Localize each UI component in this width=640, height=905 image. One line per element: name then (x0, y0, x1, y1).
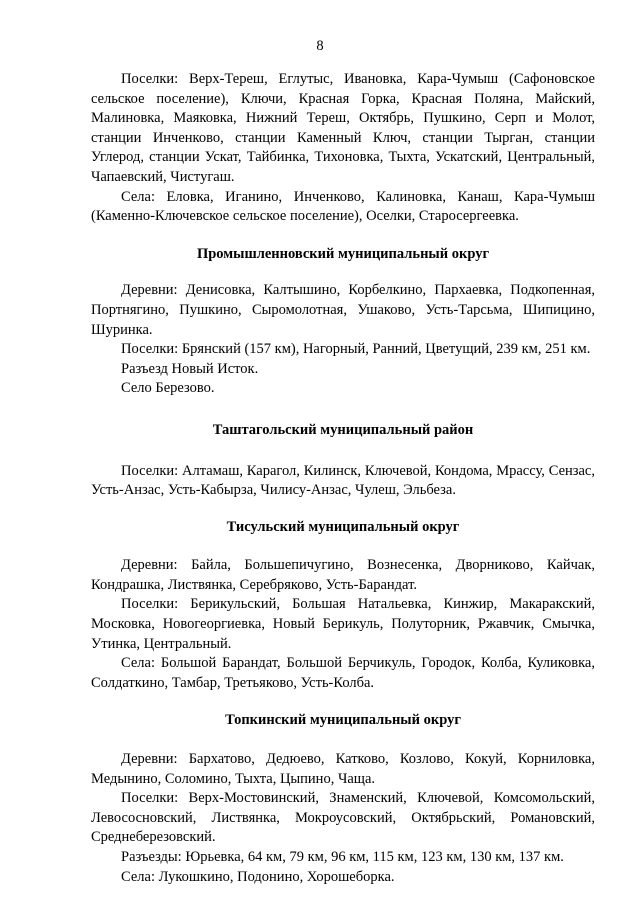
section-tashtagolsky (91, 421, 595, 501)
section-paragraph: Деревни: Денисовка, Калтышино, Корбелкино, Пархаевка, Подкопенная, Портнягино, Пушкино, Сыромолотная, Ушаково, Усть-Тарсьма, Шипицино, Шуринка. (91, 282, 595, 338)
section-title: Тисульский муниципальный округ (226, 518, 460, 535)
section-tisulsky (91, 518, 595, 694)
intro-paragraph: Села: Еловка, Иганино, Инченково, Калиновка, Канаш, Кара-Чумыш (Каменно-Ключевское сельское поселение), Оселки, Старосергеевка. (91, 188, 595, 225)
section-paragraph: Разъезды: Юрьевка, 64 км, 79 км, 96 км, 115 км, 123 км, 130 км, 137 км. (121, 849, 564, 865)
section-paragraph: Деревни: Бархатово, Дедюево, Катково, Козлово, Кокуй, Корниловка, Медынино, Соломино, Тыхта, Цыпино, Чаща. (91, 751, 595, 787)
section-paragraph: Поселки: Алтамаш, Карагол, Килинск, Ключевой, Кондома, Мрассу, Сензас, Усть-Анзас, Усть-Кабырза, Чилису-Анзас, Чулеш, Эльбеза. (91, 462, 595, 499)
section-title: Топкинский муниципальный округ (225, 712, 461, 729)
section-promyshlennovsky (91, 245, 595, 399)
page-number: 8 (316, 38, 324, 54)
document-body (91, 70, 595, 887)
section-paragraph: Разъезд Новый Исток. (121, 360, 259, 377)
section-paragraph: Поселки: Верх-Мостовинский, Знаменский, Ключевой, Комсомольский, Левососновский, Листвянка, Мокроусовский, Октябрьский, Романовский, Среднеберезовский. (91, 790, 595, 846)
section-title: Таштагольский муниципальный район (212, 421, 474, 438)
section-paragraph: Деревни: Байла, Большепичугино, Вознесенка, Дворниково, Кайчак, Кондрашка, Листвянка, Серебряково, Усть-Барандат. (91, 557, 595, 593)
section-title: Промышленновский муниципальный округ (196, 245, 490, 262)
section-topkinsky (91, 711, 595, 887)
section-paragraph: Села: Большой Барандат, Большой Берчикуль, Городок, Колба, Куликовка, Солдаткино, Тамбар, Третьяково, Усть-Колба. (91, 655, 595, 691)
section-paragraph: Села: Лукошкино, Подонино, Хорошеборка. (121, 868, 395, 885)
intro-block (91, 70, 595, 227)
section-paragraph: Село Березово. (121, 380, 215, 397)
section-paragraph: Поселки: Брянский (157 км), Нагорный, Ранний, Цветущий, 239 км, 251 км. (121, 341, 591, 358)
section-paragraph: Поселки: Берикульский, Большая Натальевка, Кинжир, Макаракский, Московка, Новогеоргиевка, Новый Берикуль, Полуторник, Ржавчик, Смычка, Утинка, Центральный. (91, 596, 595, 652)
intro-paragraph: Поселки: Верх-Тереш, Еглутыс, Ивановка, Кара-Чумыш (Сафоновское сельское поселение), Ключи, Красная Горка, Красная Поляна, Майский, Малиновка, Маяковка, Нижний Тереш, Октябрь, Пушкино, Серп и Молот, станции Инченково, станции Каменный Ключ, станции Тырган, станции Углерод, станции Ускат, Тайбинка, Тихоновка, Тыхта, Ускатский, Центральный, Чапаевский, Чистугаш. (91, 71, 595, 185)
